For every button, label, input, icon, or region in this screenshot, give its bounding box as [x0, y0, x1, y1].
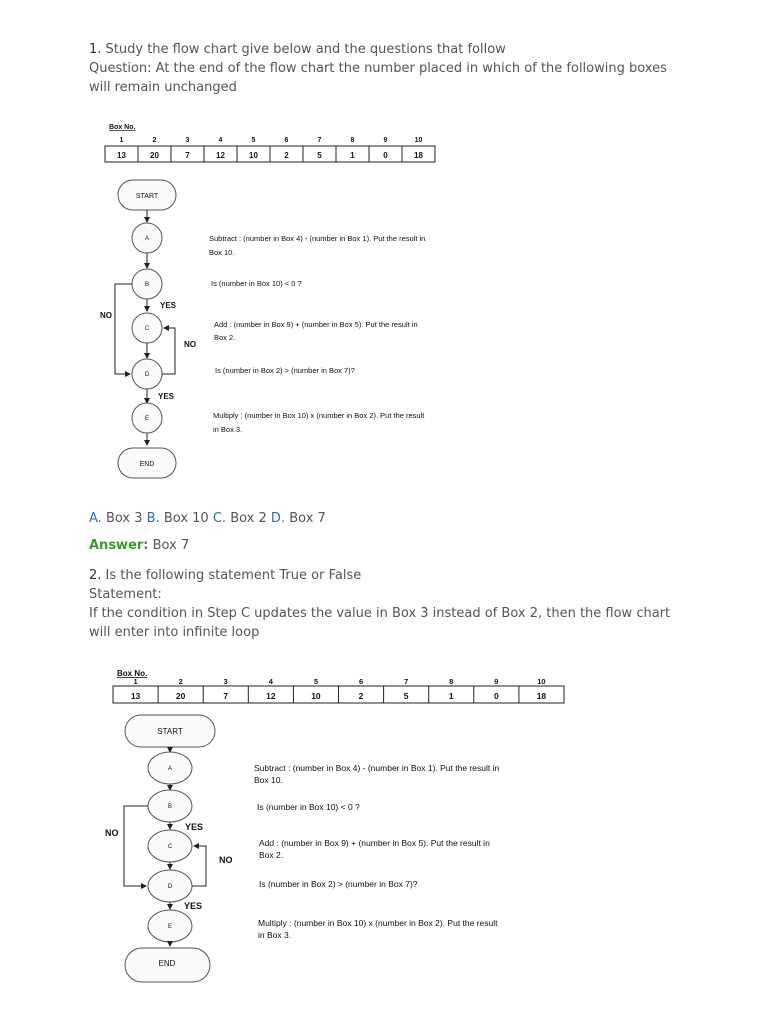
option-d-letter: D.: [270, 511, 286, 526]
box-value: 20: [150, 151, 159, 160]
box-no-label-2: Box No.: [117, 669, 148, 678]
box-number: 10: [537, 677, 546, 686]
box-no-label: Box No.: [109, 124, 136, 131]
box-number: 7: [404, 677, 409, 686]
svg-text:YES: YES: [160, 301, 177, 310]
question-1-title: Study the flow chart give below and the questions that follow: [105, 42, 506, 57]
box-number-row-2: [133, 677, 545, 686]
box-number: 2: [178, 677, 183, 686]
box-number: 2: [152, 137, 157, 144]
box-value: 13: [130, 691, 141, 701]
flowchart-2: [100, 666, 660, 996]
step-d-text-2: Is (number in Box 2) > (number in Box 7)?: [259, 879, 418, 889]
box-value: 18: [536, 691, 547, 701]
box-value: 1: [448, 691, 454, 701]
step-b-text-2: Is (number in Box 10) < 0 ?: [257, 802, 360, 812]
svg-text:NO: NO: [105, 828, 119, 838]
flowchart-1: [100, 118, 520, 498]
box-number: 3: [223, 677, 228, 686]
question-1-number: 1.: [89, 42, 102, 57]
svg-text:in Box 3.: in Box 3.: [258, 930, 292, 940]
step-c-text: Add : (number in Box 9) + (number in Box 5). Put the result in: [214, 320, 418, 329]
option-c: Box 2: [230, 511, 267, 526]
question-2-title: Is the following statement True or False: [105, 568, 362, 583]
step-e-text: Multiply : (number in Box 10) x (number in Box 2). Put the result: [213, 411, 425, 420]
box-value: 12: [266, 691, 276, 701]
box-value: 10: [311, 691, 321, 701]
svg-text:in Box 3.: in Box 3.: [213, 425, 243, 434]
box-value: 20: [175, 691, 186, 701]
box-value: 13: [117, 151, 126, 160]
box-number: 5: [251, 137, 256, 144]
svg-text:END: END: [139, 461, 155, 468]
box-number: 10: [414, 137, 423, 144]
box-value: 0: [383, 151, 388, 160]
box-value: 2: [358, 691, 364, 701]
box-value: 5: [317, 151, 322, 160]
svg-text:Box 10.: Box 10.: [209, 248, 235, 257]
svg-text:END: END: [158, 959, 176, 968]
box-number: 8: [449, 677, 454, 686]
box-value: 2: [284, 151, 289, 160]
svg-text:D: D: [167, 884, 173, 890]
step-e-text-2: Multiply : (number in Box 10) x (number in Box 2). Put the result: [258, 918, 498, 928]
svg-text:START: START: [135, 193, 159, 200]
svg-text:B: B: [167, 804, 173, 810]
svg-text:NO: NO: [100, 311, 112, 320]
svg-text:NO: NO: [184, 340, 196, 349]
svg-text:E: E: [144, 416, 150, 422]
svg-text:C: C: [144, 326, 150, 332]
svg-text:A: A: [167, 766, 173, 772]
option-b: Box 10: [163, 511, 209, 526]
box-number: 7: [317, 137, 322, 144]
step-a-text-2: Subtract : (number in Box 4) - (number in Box 1). Put the result in: [254, 763, 500, 773]
svg-text:E: E: [167, 924, 173, 930]
option-d: Box 7: [289, 511, 326, 526]
step-a-text: Subtract : (number in Box 4) - (number in Box 1). Put the result in: [209, 234, 426, 243]
box-number: 9: [383, 137, 388, 144]
answer-text: Box 7: [152, 538, 190, 553]
question-2: [89, 566, 689, 642]
svg-text:YES: YES: [185, 822, 204, 832]
svg-text:D: D: [144, 372, 150, 378]
box-number: 9: [494, 677, 499, 686]
question-1: [89, 40, 689, 97]
box-value: 1: [350, 151, 355, 160]
option-a: Box 3: [105, 511, 143, 526]
option-c-letter: C.: [212, 511, 227, 526]
step-d-text: Is (number in Box 2) > (number in Box 7)?: [215, 366, 355, 375]
answer-options: [89, 509, 326, 528]
svg-text:START: START: [157, 727, 183, 736]
statement-text: If the condition in Step C updates the value in Box 3 instead of Box 2, then the flow chart will enter into infinite loop: [89, 606, 671, 640]
question-2-number: 2.: [89, 568, 102, 583]
box-number: 1: [133, 677, 138, 686]
box-number: 3: [185, 137, 190, 144]
box-number-row: [120, 137, 423, 144]
step-b-text: Is (number in Box 10) < 0 ?: [211, 279, 302, 288]
box-number: 1: [119, 137, 124, 144]
box-number: 5: [313, 677, 319, 686]
svg-text:Box 2.: Box 2.: [259, 850, 284, 860]
box-number: 4: [218, 137, 223, 144]
svg-text:A: A: [144, 236, 150, 242]
answer-label: Answer:: [89, 538, 149, 553]
box-number: 6: [358, 677, 364, 686]
box-number: 6: [284, 137, 289, 144]
box-value: 18: [414, 151, 423, 160]
svg-text:YES: YES: [184, 901, 203, 911]
box-number: 4: [268, 677, 273, 686]
step-c-text-2: Add : (number in Box 9) + (number in Box 5). Put the result in: [259, 838, 490, 848]
box-value: 5: [403, 691, 409, 701]
box-number: 8: [350, 137, 355, 144]
box-value: 7: [223, 691, 229, 701]
box-value: 10: [249, 151, 258, 160]
svg-text:NO: NO: [219, 855, 233, 865]
svg-text:YES: YES: [158, 392, 175, 401]
statement-label: Statement:: [89, 587, 162, 602]
box-value: 0: [493, 691, 499, 701]
svg-text:C: C: [167, 844, 173, 850]
svg-text:Box 2.: Box 2.: [214, 333, 236, 342]
svg-text:B: B: [144, 282, 150, 288]
option-a-letter: A.: [89, 511, 102, 526]
box-value: 7: [185, 151, 190, 160]
answer-line: [89, 536, 189, 555]
question-1-text: Question: At the end of the flow chart the number placed in which of the following boxes will remain unchanged: [89, 61, 667, 95]
svg-text:Box 10.: Box 10.: [254, 775, 283, 785]
box-value: 12: [216, 151, 225, 160]
option-b-letter: B.: [146, 511, 160, 526]
